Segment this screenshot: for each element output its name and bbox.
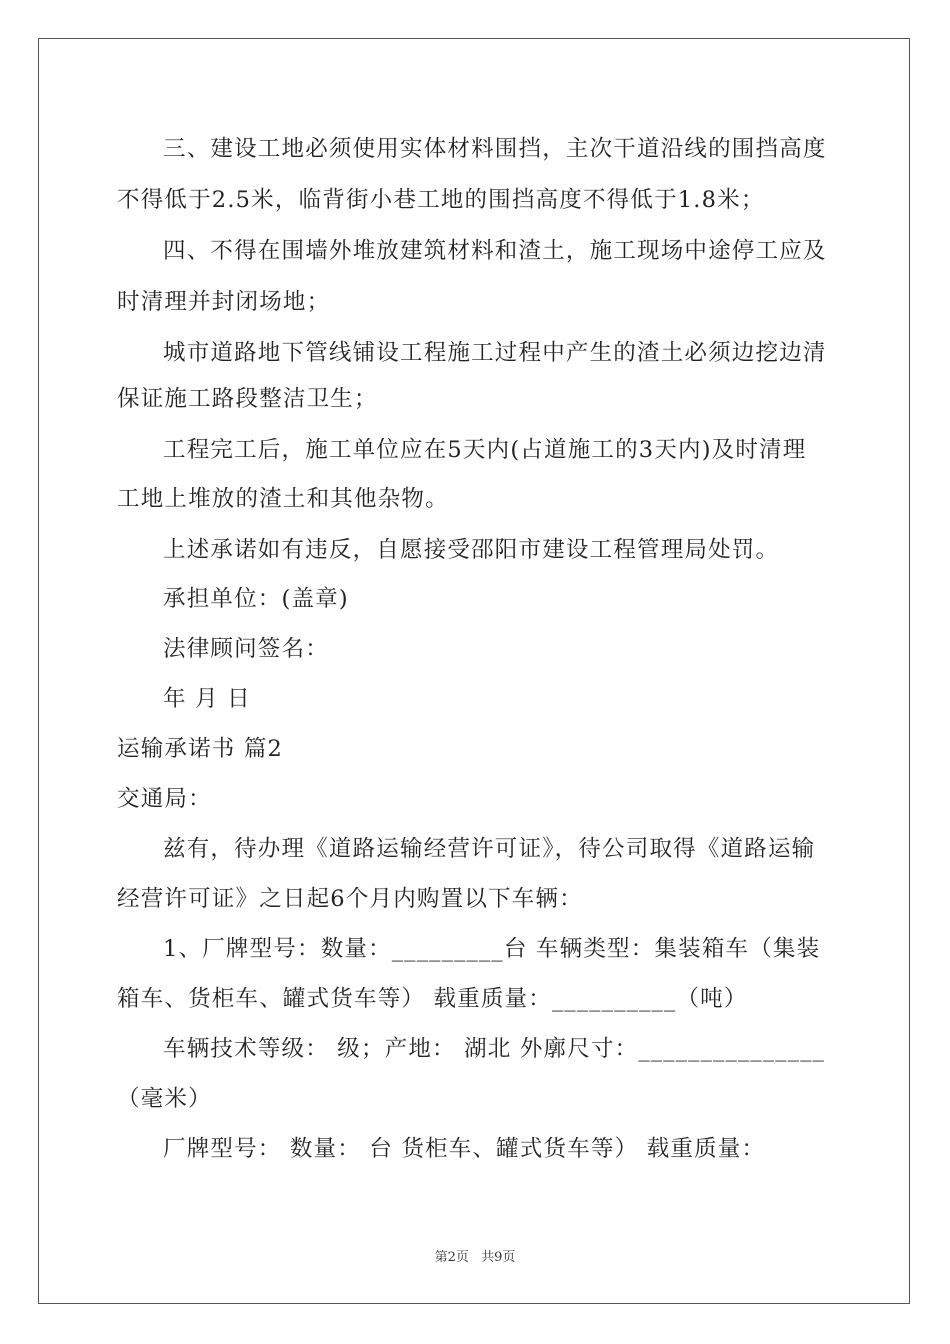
text-line: （毫米） — [117, 1086, 212, 1112]
text-line: 厂牌型号： 数量： 台 货柜车、罐式货车等） 载重质量： — [163, 1136, 766, 1162]
text-line: 保证施工路段整洁卫生； — [117, 386, 378, 412]
section-title: 运输承诺书 篇2 — [117, 736, 284, 762]
text-line: 四、不得在围墙外堆放建筑材料和渣土，施工现场中途停工应及 — [163, 238, 827, 264]
text-line: 兹有，待办理《道路运输经营许可证》，待公司取得《道路运输 — [163, 836, 816, 862]
text-line: 经营许可证》之日起6个月内购置以下车辆： — [117, 886, 583, 912]
legal-advisor-label: 法律顾问签名： — [163, 636, 329, 662]
text-line: 1、厂牌型号：数量：_________台 车辆类型：集装箱车（集装 — [163, 936, 821, 962]
text-line: 工程完工后，施工单位应在5天内(占道施工的3天内)及时清理 — [163, 437, 807, 463]
text-line: 不得低于2.5米，临背街小巷工地的围挡高度不得低于1.8米； — [117, 187, 765, 213]
date-label: 年 月 日 — [163, 686, 251, 712]
text-line: 工地上堆放的渣土和其他杂物。 — [117, 486, 449, 512]
text-line: 箱车、货柜车、罐式货车等） 载重质量：__________（吨） — [117, 986, 748, 1012]
signature-unit-label: 承担单位：(盖章) — [163, 586, 349, 612]
page-footer — [0, 1246, 950, 1265]
page-border — [38, 38, 910, 1304]
text-line: 上述承诺如有违反，自愿接受邵阳市建设工程管理局处罚。 — [163, 537, 780, 563]
addressee: 交通局： — [117, 786, 212, 812]
text-line: 时清理并封闭场地； — [117, 289, 331, 315]
page-total: 共9页 — [481, 1250, 516, 1265]
text-line: 城市道路地下管线铺设工程施工过程中产生的渣土必须边挖边清 — [163, 340, 827, 366]
text-line: 车辆技术等级： 级；产地： 湖北 外廓尺寸：_______________ — [163, 1036, 826, 1062]
text-line: 三、建设工地必须使用实体材料围挡，主次干道沿线的围挡高度 — [163, 136, 827, 162]
page-number: 第2页 — [434, 1250, 469, 1265]
